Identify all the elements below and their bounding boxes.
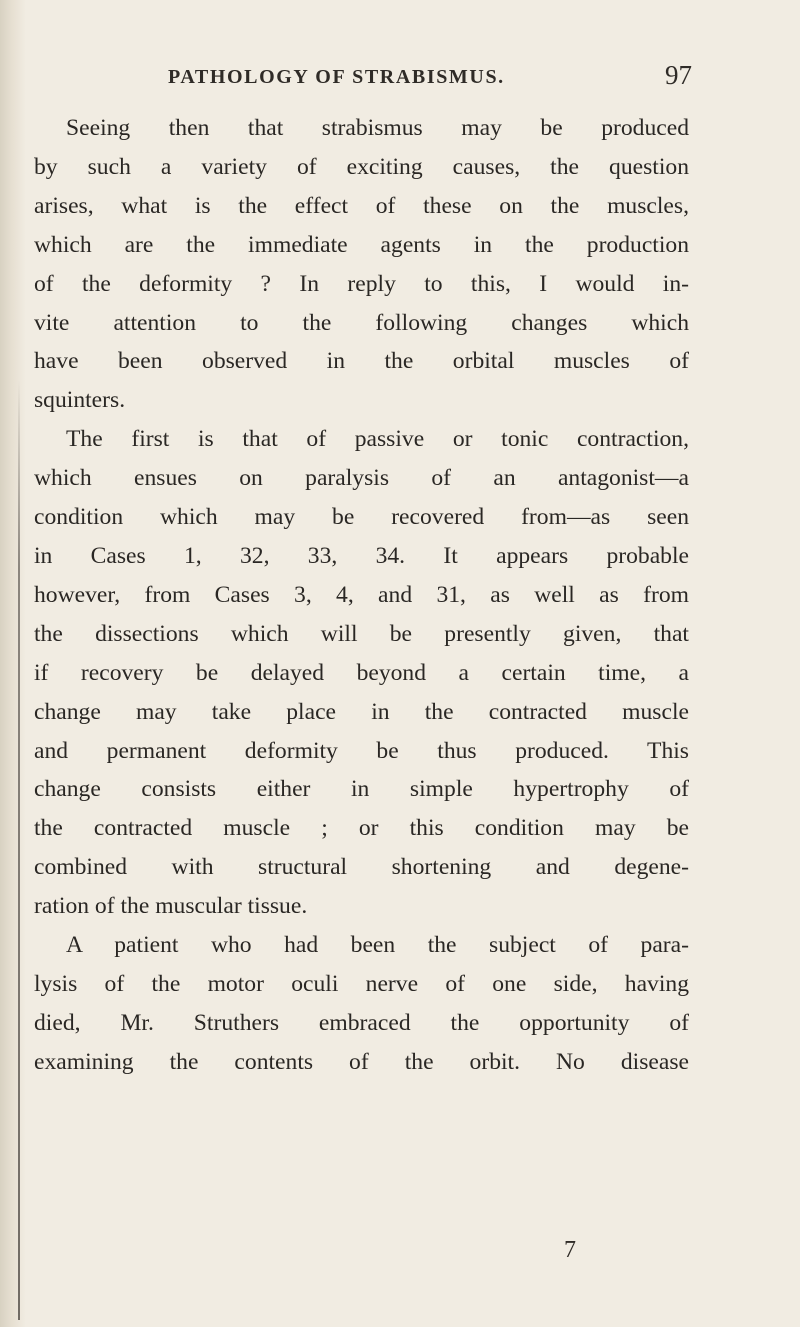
text-line: which ensues on paralysis of an antagonist—a bbox=[34, 465, 689, 492]
body-text bbox=[34, 109, 689, 1082]
signature-mark: 7 bbox=[564, 1237, 576, 1263]
page-number: 97 bbox=[665, 60, 692, 90]
text-line: of the deformity ? In reply to this, I would in- bbox=[34, 270, 689, 297]
text-line: Seeing then that strabismus may be produced bbox=[66, 115, 689, 141]
text-line: change consists either in simple hypertrophy of bbox=[34, 776, 689, 803]
text-line: in Cases 1, 32, 33, 34. It appears probable bbox=[34, 542, 689, 569]
text-line: squinters. bbox=[34, 387, 126, 414]
text-line: The first is that of passive or tonic contraction, bbox=[66, 426, 689, 453]
text-line: condition which may be recovered from—as seen bbox=[34, 504, 689, 531]
text-line: A patient who had been the subject of para- bbox=[66, 932, 689, 959]
text-line: however, from Cases 3, 4, and 31, as well as from bbox=[34, 581, 689, 608]
text-line: if recovery be delayed beyond a certain time, a bbox=[34, 659, 689, 686]
text-line: died, Mr. Struthers embraced the opportunity of bbox=[34, 1009, 689, 1036]
text-line: and permanent deformity be thus produced. This bbox=[34, 737, 689, 764]
text-line: change may take place in the contracted muscle bbox=[34, 698, 689, 725]
text-line: vite attention to the following changes which bbox=[34, 309, 689, 336]
text-line: which are the immediate agents in the production bbox=[34, 231, 689, 258]
text-line: combined with structural shortening and degene- bbox=[34, 854, 689, 881]
text-line: arises, what is the effect of these on the muscles, bbox=[34, 192, 689, 219]
text-line: lysis of the motor oculi nerve of one side, having bbox=[34, 970, 689, 997]
text-line: the dissections which will be presently given, that bbox=[34, 620, 689, 647]
text-line: ration of the muscular tissue. bbox=[34, 893, 308, 920]
page-header bbox=[150, 60, 710, 96]
text-line: have been observed in the orbital muscles of bbox=[34, 348, 689, 375]
text-line: examining the contents of the orbit. No disease bbox=[34, 1048, 689, 1075]
running-head: PATHOLOGY OF STRABISMUS. bbox=[168, 66, 505, 88]
text-line: the contracted muscle ; or this condition may be bbox=[34, 815, 689, 842]
text-line: by such a variety of exciting causes, the question bbox=[34, 153, 689, 180]
